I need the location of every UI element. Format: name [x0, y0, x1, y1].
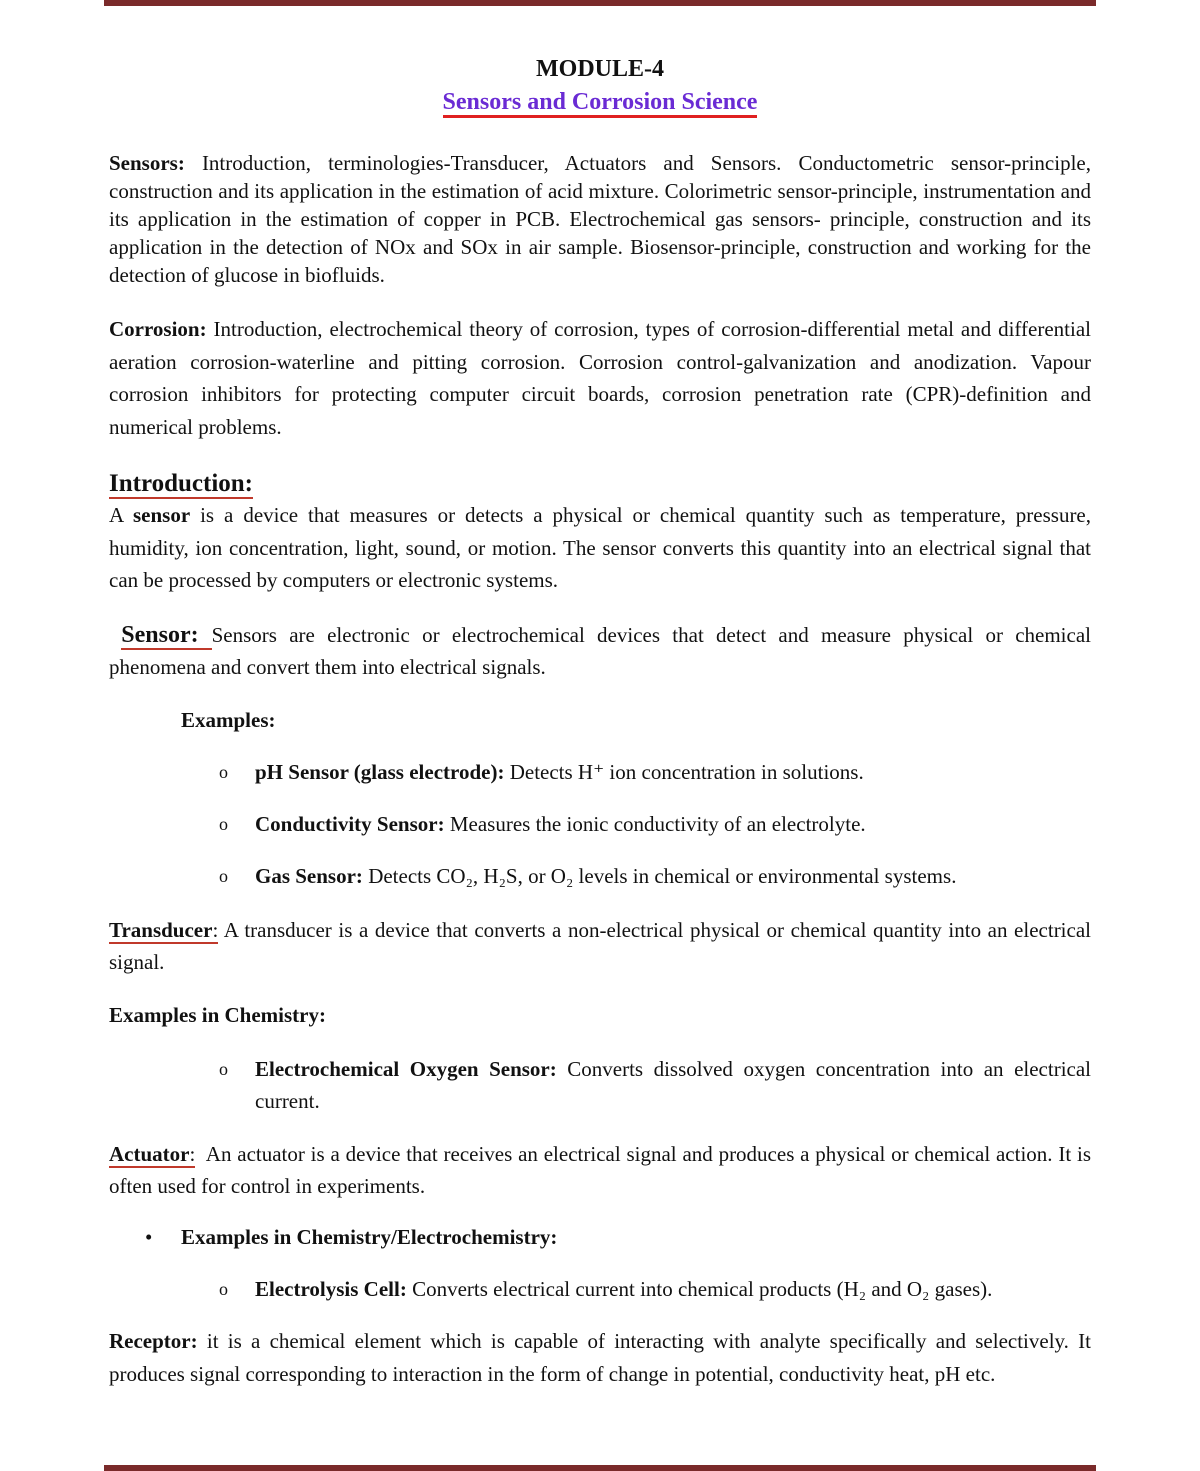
- circle-bullet-icon: o: [219, 761, 228, 782]
- sensor-examples-label: Examples:: [181, 707, 276, 732]
- module-subtitle-text: Sensors and Corrosion Science: [443, 89, 758, 118]
- syllabus-corrosion-label: Corrosion:: [109, 317, 207, 341]
- actuator-label: Actuator: [109, 1141, 190, 1166]
- list-item: o Electrochemical Oxygen Sensor: Converts dissolved oxygen concentration into an electrical current.: [109, 1053, 1091, 1118]
- circle-bullet-icon: o: [219, 813, 228, 834]
- introduction-heading-text: Introduction:: [109, 470, 254, 497]
- receptor-definition: [109, 1325, 1091, 1390]
- receptor-text: it is a chemical element which is capable of interacting with analyte specifically and selectively. It produces signal corresponding to interaction in the form of change in potential, conductivity heat, pH etc.: [109, 1329, 1091, 1386]
- transducer-examples-list: [109, 1053, 1091, 1118]
- module-title: MODULE-4: [536, 56, 664, 82]
- list-item: o pH Sensor (glass electrode): Detects H⁺ ion concentration in solutions.: [219, 759, 864, 784]
- syllabus-sensors-text: Introduction, terminologies-Transducer, Actuators and Sensors. Conductometric sensor-principle, construction and its application in the estimation of acid mixture. Colorimetric sensor-principle, instrumentation and its application in the estimation of copper in PCB. Electrochemical gas sensors- principle, construction and its application in the detection of NOx and SOx in air sample. Biosensor-principle, construction and working for the detection of glucose in biofluids.: [109, 151, 1091, 287]
- document-body: [109, 52, 1097, 1390]
- sensor-definition-text: Sensors are electronic or electrochemical devices that detect and measure physical or chemical phenomena and convert them into electrical signals.: [109, 622, 1091, 679]
- list-item: • Examples in Chemistry/Electrochemistry:: [145, 1224, 558, 1249]
- sensor-examples-list: [109, 758, 1091, 890]
- module-subtitle: [109, 86, 1091, 118]
- transducer-label: Transducer: [109, 917, 213, 942]
- introduction-heading: [109, 469, 1091, 499]
- intro-text-start: A: [109, 503, 133, 527]
- receptor-label: Receptor:: [109, 1329, 198, 1353]
- actuator-examples-heading-list: [109, 1223, 1091, 1251]
- introduction-paragraph: [109, 499, 1091, 597]
- transducer-definition: Transducer: A transducer is a device that converts a non-electrical physical or chemical quantity into an electrical signal.: [109, 917, 1091, 974]
- intro-text-bold: sensor: [132, 503, 191, 527]
- circle-bullet-icon: o: [219, 1278, 228, 1299]
- actuator-text: An actuator is a device that receives an electrical signal and produces a physical or chemical action. It is often used for control in experiments.: [109, 1141, 1097, 1198]
- syllabus-sensors: [109, 149, 1091, 289]
- intro-text-rest: is a device that measures or detects a physical or chemical quantity such as temperature, pressure, humidity, ion concentration, light, sound, or motion. The sensor converts this quantity into an electrical signal that can be processed by computers or electronic systems.: [109, 503, 1092, 592]
- sensor-definition-label: Sensor:: [121, 621, 212, 648]
- bullet-icon: •: [145, 1224, 153, 1249]
- circle-bullet-icon: o: [219, 865, 228, 886]
- actuator-examples-list: [109, 1273, 1091, 1306]
- transducer-examples-label: Examples in Chemistry:: [109, 1002, 326, 1027]
- list-item: o Conductivity Sensor: Measures the ionic conductivity of an electrolyte.: [219, 811, 866, 836]
- circle-bullet-icon: o: [219, 1058, 228, 1079]
- list-item: o Electrolysis Cell: Converts electrical current into chemical products (H₂ and O₂ gases).: [109, 1273, 1091, 1306]
- transducer-text: A transducer is a device that converts a non-electrical physical or chemical quantity into an electrical signal.: [109, 917, 1091, 974]
- syllabus-corrosion-text: Introduction, electrochemical theory of corrosion, types of corrosion-differential metal and differential aeration corrosion-waterline and pitting corrosion. Corrosion control-galvanization and anodization. Vapour corrosion inhibitors for protecting computer circuit boards, corrosion penetration rate (CPR)-definition and numerical problems.: [109, 317, 1091, 439]
- sensor-definition: [109, 619, 1091, 684]
- list-item: o Gas Sensor: Detects CO₂, H₂S, or O₂ levels in chemical or environmental systems.: [219, 863, 957, 888]
- bottom-border-rule: [104, 1465, 1096, 1471]
- actuator-definition: Actuator: An actuator is a device that receives an electrical signal and produces a physical or chemical action. It is often used for control in experiments.: [109, 1141, 1097, 1198]
- top-border-rule: [104, 0, 1096, 6]
- syllabus-corrosion: [109, 313, 1091, 443]
- syllabus-sensors-label: Sensors:: [109, 151, 185, 175]
